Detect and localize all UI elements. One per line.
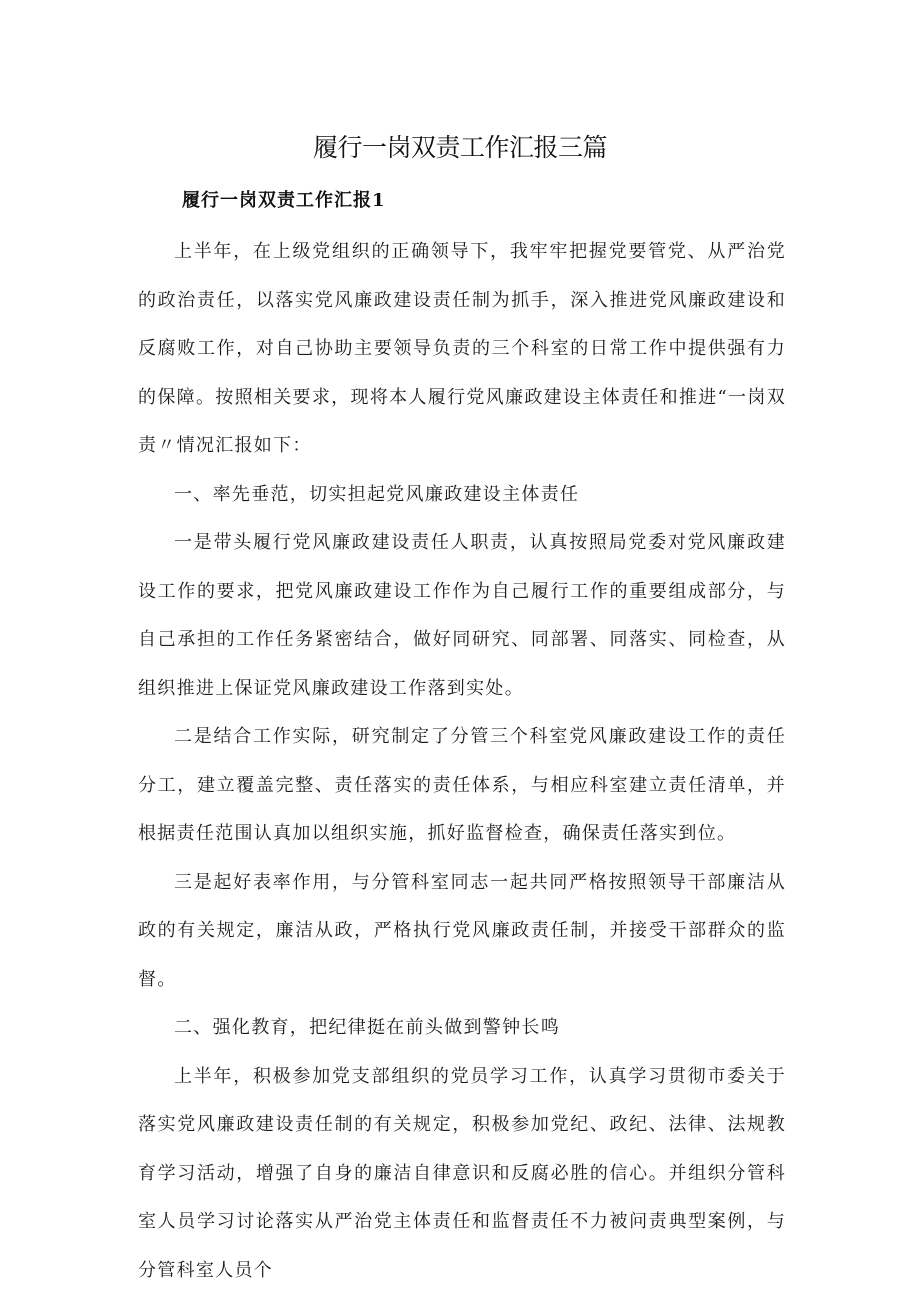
paragraph-heading-1: 一、率先垂范，切实担起党风廉政建设主体责任 [174, 483, 580, 505]
paragraph-point-1: 一是带头履行党风廉政建设责任人职责，认真按照局党委对党风廉政建设工作的要求，把党风廉政建设工作作为自己履行工作的重要组成部分，与自己承担的工作任务紧密结合，做好同研究、同部署、同落实、同检查，从组织推进上保证党风廉政建设工作落到实处。 [138, 532, 786, 699]
paragraph-point-2: 二是结合工作实际，研究制定了分管三个科室党风廉政建设工作的责任分工，建立覆盖完整、责任落实的责任体系，与相应科室建立责任清单，并根据责任范围认真加以组织实施，抓好监督检查，确保责任落实到位。 [138, 726, 786, 844]
document-title: 履行一岗双责工作汇报三篇 [312, 133, 607, 162]
section-heading: 履行一岗双责工作汇报1 [182, 190, 386, 211]
document-body [138, 228, 786, 1295]
paragraph-point-3: 三是起好表率作用，与分管科室同志一起共同严格按照领导干部廉洁从政的有关规定，廉洁从政，严格执行党风廉政责任制，并接受干部群众的监督。 [138, 871, 786, 990]
paragraph-intro: 上半年，在上级党组织的正确领导下，我牢牢把握党要管党、从严治党的政治责任，以落实党风廉政建设责任制为抓手，深入推进党风廉政建设和反腐败工作，对自己协助主要领导负责的三个科室的日常工作中提供强有力的保障。按照相关要求，现将本人履行党风廉政建设主体责任和推进“一岗双责〃情况汇报如下： [138, 241, 786, 456]
paragraph-heading-2: 二、强化教育，把纪律挺在前头做到警钟长鸣 [174, 1017, 560, 1038]
paragraph-education: 上半年，积极参加党支部组织的党员学习工作，认真学习贯彻市委关于落实党风廉政建设责任制的有关规定，积极参加党纪、政纪、法律、法规教育学习活动，增强了自身的廉洁自律意识和反腐必胜的信心。并组织分管科室人员学习讨论落实从严治党主体责任和监督责任不力被问责典型案例，与分管科室人员个 [138, 1065, 786, 1281]
